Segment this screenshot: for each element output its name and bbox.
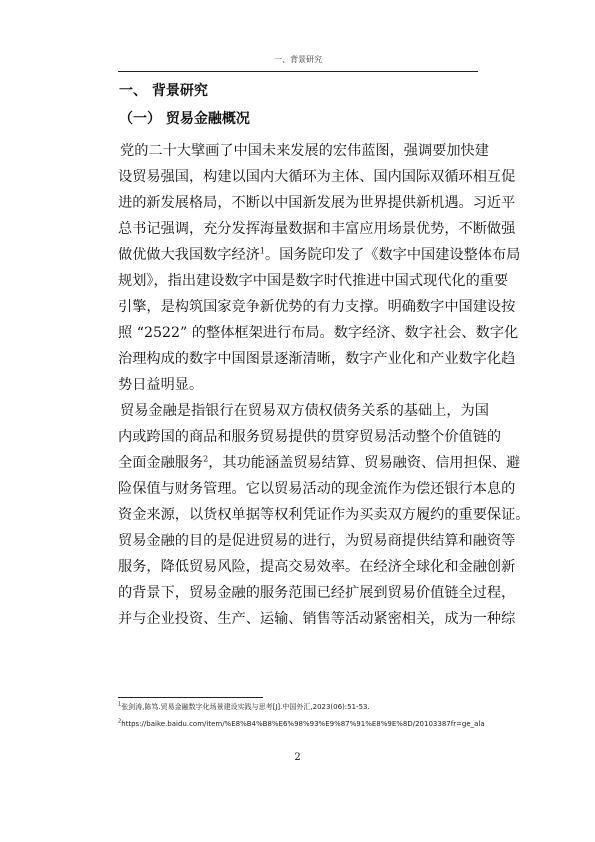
paragraph-line: 贸易金融的目的是促进贸易的进行，为贸易商提供结算和融资等: [118, 533, 516, 549]
paragraph-line: 内或跨国的商品和服务贸易提供的贯穿贸易活动整个价值链的: [118, 429, 502, 445]
paragraph-line: 设贸易强国，构建以国内大循环为主体、国内国际双循环相互促: [118, 169, 516, 185]
paragraph-line: 治理构成的数字中国图景逐渐清晰，数字产业化和产业数字化趋: [118, 351, 516, 367]
paragraph-line: 服务，降低贸易风险，提高交易效率。在经济全球化和金融创新: [118, 559, 516, 575]
paragraph-line: 总书记强调，充分发挥海量数据和丰富应用场景优势，不断做强: [118, 221, 516, 237]
paragraph-text: 全面金融服务: [118, 455, 204, 471]
footnote-link[interactable]: https://baike.baidu.com/item/%E8%B4%B8%E6%98%93%E9%87%91%E8%9E%8D/20103387fr=ge_ala: [121, 720, 485, 728]
paragraph-line: 险保值与财务管理。它以贸易活动的现金流作为偿还银行本息的: [118, 481, 516, 497]
paragraph-line: 规划》，指出建设数字中国是数字时代推进中国式现代化的重要: [118, 273, 509, 289]
footnote-rule: [118, 697, 263, 698]
footnote-mark: 2: [118, 718, 122, 725]
paragraph-line: 照 “2522” 的整体框架进行布局。数字经济、数字社会、数字化: [118, 325, 519, 341]
paragraph-line: 引擎，是构筑国家竞争新优势的有力支撑。明确数字中国建设按: [118, 299, 516, 315]
footnote-1: [118, 703, 483, 712]
footnote-text: 张剑涛,陈笃.贸易金融数字化场景建设实践与思考[J].中国外汇,2023(06):51-53.: [121, 703, 370, 711]
paragraph-line: 党的二十大擘画了中国未来发展的宏伟蓝图，强调要加快建: [120, 143, 489, 159]
footnote-reference-2[interactable]: 2: [203, 454, 209, 464]
footnote-2: [118, 720, 483, 729]
paragraph-line: [118, 450, 521, 476]
running-header: 一、背景研究: [274, 55, 322, 64]
body-text: [118, 138, 530, 632]
paragraph-line: 贸易金融是指银行在贸易双方债权债务关系的基础上，为国: [120, 403, 489, 419]
paragraph-line: 资金来源，以货权单据等权利凭证作为买卖双方履约的重要保证。: [118, 507, 530, 523]
header-rule: [118, 71, 478, 72]
paragraph-text: 。国务院印发了《数字中国建设整体布局: [264, 247, 521, 263]
paragraph-line: [118, 242, 521, 268]
paragraph-line: 的背景下，贸易金融的服务范围已经扩展到贸易价值链全过程，: [118, 585, 516, 601]
paragraph-text: ，其功能涵盖贸易结算、贸易融资、信用担保、避: [208, 455, 521, 471]
subsection-heading: （一） 贸易金融概况: [119, 111, 250, 127]
section-heading: 一、 背景研究: [119, 83, 208, 99]
page-number: 2: [294, 752, 301, 763]
footnote-reference-1[interactable]: 1: [259, 246, 265, 256]
paragraph-line: 进的新发展格局，不断以中国新发展为世界提供新机遇。习近平: [118, 195, 516, 211]
footnote-mark: 1: [118, 701, 122, 708]
paragraph-line: 并与企业投资、生产、运输、销售等活动紧密相关，成为一种综: [118, 611, 516, 627]
paragraph-line: 势日益明显。: [118, 377, 204, 393]
paragraph-text: 做优做大我国数字经济: [118, 247, 260, 263]
